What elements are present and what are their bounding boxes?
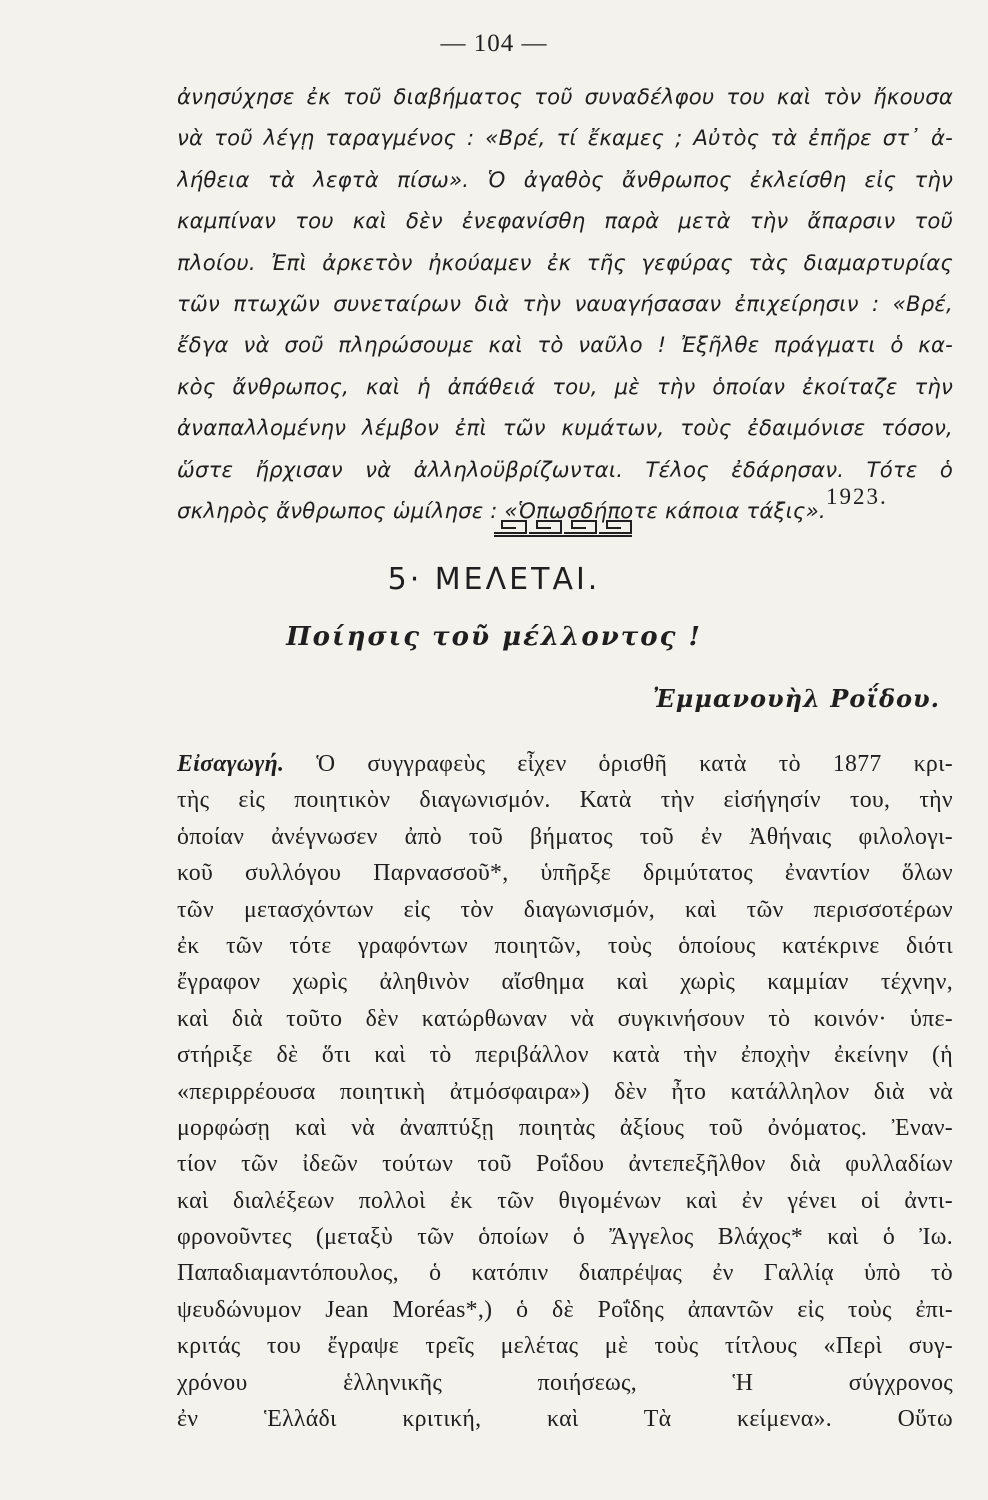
introduction-paragraph bbox=[177, 746, 953, 1437]
text-line: ἀνησύχησε ἐκ τοῦ διαβήματος τοῦ συναδέλφου του καὶ τὸν ἤκουσα bbox=[177, 84, 953, 109]
intro-label: Εἰσαγωγή. bbox=[177, 751, 285, 777]
paragraph-continued bbox=[177, 76, 953, 531]
ornament-divider bbox=[492, 513, 634, 539]
text-line: λήθεια τὰ λεφτὰ πίσω». Ὁ ἀγαθὸς ἄνθρωπος ἐκλείσθη εἰς τὴν bbox=[177, 166, 953, 192]
text-line: κὸς ἄνθρωπος, καὶ ἡ ἀπάθειά του, μὲ τὴν ὁποίαν ἐκοίταζε τὴν bbox=[177, 373, 953, 399]
text-line: «περιρρέουσα ποιητικὴ ἀτμόσφαιρα») δὲν ἦτο κατάλληλον διὰ νὰ bbox=[177, 1078, 953, 1105]
section-heading: 5· ΜΕΛΕΤΑΙ. bbox=[387, 562, 601, 597]
text-line: ἐκ τῶν τότε γραφόντων ποιητῶν, τοὺς ὁποίους κατέκρινε διότι bbox=[177, 932, 953, 959]
text-line: χρόνου ἑλληνικῆς ποιήσεως, Ἡ σύγχρονος bbox=[177, 1369, 953, 1396]
text-line: ἔδγα νὰ σοῦ πληρώσουμε καὶ τὸ ναῦλο ! Ἐξῆλθε πράγματι ὁ κα- bbox=[177, 332, 953, 358]
text-line: καὶ διαλέξεων πολλοὶ ἐκ τῶν θιγομένων καὶ ἐν γένει οἱ ἀντι- bbox=[177, 1187, 953, 1214]
text-line: καὶ διὰ τοῦτο δὲν κατώρθωναν νὰ συγκινήσουν τὸ κοινόν· ὑπε- bbox=[177, 1005, 953, 1032]
author-name: Ἐμμανουὴλ Ροΐδου. bbox=[652, 684, 940, 713]
text-line: Παπαδιαμαντόπουλος, ὁ κατόπιν διαπρέψας ἐν Γαλλίᾳ ὑπὸ τὸ bbox=[177, 1260, 953, 1287]
text-line: ὁποίαν ἀνέγνωσεν ἀπὸ τοῦ βήματος τοῦ ἐν Ἀθήναις φιλολογι- bbox=[177, 823, 953, 850]
text-line: ἔγραφον χωρὶς ἀληθινὸν αἴσθημα καὶ χωρὶς καμμίαν τέχνην, bbox=[177, 969, 953, 996]
text-line: τὴς εἰς ποιητικὸν διαγωνισμόν. Κατὰ τὴν εἰσήγησίν του, τὴν bbox=[177, 787, 953, 814]
text-line: πλοίου. Ἐπὶ ἀρκετὸν ἠκούαμεν ἐκ τῆς γεφύρας τὰς διαμαρτυρίας bbox=[177, 249, 953, 275]
text-line bbox=[177, 746, 953, 782]
text-line: κοῦ συλλόγου Παρνασσοῦ*, ὑπῆρξε δριμύτατος ἐναντίον ὅλων bbox=[177, 860, 953, 887]
text-line: σκληρὸς ἄνθρωπος ὡμίλησε : «Ὁπωσδήποτε κάποια τάξις». bbox=[177, 497, 826, 523]
intro-text: Ὁ συγγραφεὺς εἶχεν ὁρισθῆ κατὰ τὸ 1877 κρι- bbox=[316, 751, 953, 777]
text-line: τῶν πτωχῶν συνεταίρων διὰ τὴν ναυαγήσασαν ἐπιχείρησιν : «Βρέ, bbox=[177, 290, 953, 316]
text-line: τίον τῶν ἰδεῶν τούτων τοῦ Ροΐδου ἀντεπεξῆλθον διὰ φυλλαδίων bbox=[177, 1151, 953, 1178]
text-line: ὥστε ἤρχισαν νὰ ἀλληλοϋβρίζωνται. Τέλος ἐδάρησαν. Τότε ὁ bbox=[177, 456, 953, 482]
text-line: τῶν μετασχόντων εἰς τὸν διαγωνισμόν, καὶ τῶν περισσοτέρων bbox=[177, 896, 953, 923]
text-line: μορφώσῃ καὶ νὰ ἀναπτύξῃ ποιητὰς ἀξίους τοῦ ὀνόματος. Ἐναν- bbox=[177, 1114, 953, 1141]
essay-title: Ποίησις τοῦ μέλλοντος ! bbox=[286, 622, 702, 652]
text-line: καμπίναν του καὶ δὲν ἐνεφανίσθη παρὰ μετὰ τὴν ἄπαρσιν τοῦ bbox=[177, 208, 953, 234]
date: 1923. bbox=[826, 484, 888, 509]
text-line: νὰ τοῦ λέγῃ ταραγμένος : «Βρέ, τί ἔκαμες ; Αὐτὸς τὰ ἐπῆρε στ᾽ ἀ- bbox=[177, 125, 953, 151]
text-line: στήριξε δὲ ὅτι καὶ τὸ περιβάλλον κατὰ τὴν ἐποχὴν ἐκείνην (ἡ bbox=[177, 1042, 953, 1069]
text-line: ἀναπαλλομένην λέμβον ἐπὶ τῶν κυμάτων, τοὺς ἐδαιμόνισε τόσον, bbox=[177, 415, 953, 441]
text-line: ψευδώνυμον Jean Moréas*,) ὁ δὲ Ροΐδης ἀπαντῶν εἰς τοὺς ἐπι- bbox=[177, 1296, 953, 1323]
page-number: — 104 — bbox=[440, 30, 548, 57]
text-line: ἐν Ἑλλάδι κριτική, καὶ Τὰ κείμενα». Οὕτω bbox=[177, 1406, 953, 1433]
text-line: κριτάς του ἔγραψε τρεῖς μελέτας μὲ τοὺς τίτλους «Περὶ συγ- bbox=[177, 1333, 953, 1360]
text-line: φρονοῦντες (μεταξὺ τῶν ὁποίων ὁ Ἄγγελος Βλάχος* καὶ ὁ Ἰω. bbox=[177, 1224, 953, 1251]
